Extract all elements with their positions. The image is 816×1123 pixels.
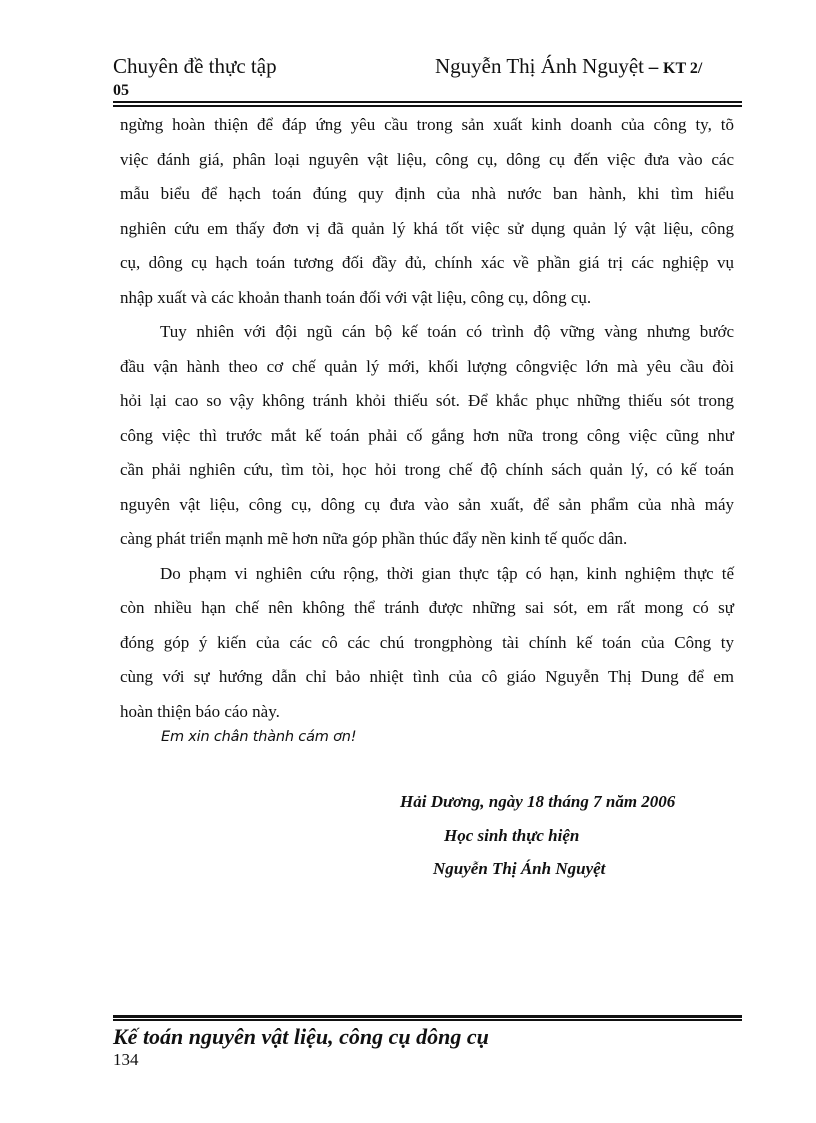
paragraph-line: mẫu biểu để hạch toán đúng quy định của nhà nước ban hành, khi tìm hiểu bbox=[120, 184, 734, 203]
paragraph-line: cần phải nghiên cứu, tìm tòi, học hỏi trong chế độ chính sách quản lý, có kế toán bbox=[120, 460, 734, 479]
header-divider bbox=[113, 101, 742, 107]
paragraph-line: đầu vận hành theo cơ chế quản lý mới, khối lượng côngviệc lớn mà yêu cầu đòi bbox=[120, 356, 734, 376]
paragraph-line: nguyên vật liệu, công cụ, dông cụ đưa vào sản xuất, để sản phẩm của nhà máy bbox=[120, 494, 734, 514]
author-header bbox=[435, 54, 702, 79]
closing-thanks: Em xin chân thành cám ơn! bbox=[161, 729, 357, 745]
paragraph-3 bbox=[120, 557, 734, 730]
header-dash: – bbox=[644, 57, 664, 78]
paragraph-line: hoàn thiện báo cáo này. bbox=[120, 701, 280, 721]
paragraph-line: cùng với sự hướng dẫn chỉ bảo nhiệt tình của cô giáo Nguyễn Thị Dung để em bbox=[120, 667, 734, 686]
paragraph-line: Tuy nhiên với đội ngũ cán bộ kế toán có trình độ vững vàng nhưng bước bbox=[160, 322, 734, 341]
class-code-continuation: 05 bbox=[113, 82, 129, 99]
report-type-label: Chuyên đề thực tập bbox=[113, 54, 277, 78]
paragraph-line: cụ, dông cụ hạch toán tương đối đầy đủ, chính xác về phần giá trị các nghiệp vụ bbox=[120, 253, 734, 272]
signature-place-date: Hải Dương, ngày 18 tháng 7 năm 2006 bbox=[400, 792, 676, 811]
paragraph-2 bbox=[120, 315, 734, 557]
paragraph-line: còn nhiều hạn chế nên không thể tránh được những sai sót, em rất mong có sự bbox=[120, 598, 734, 617]
document-body bbox=[120, 108, 734, 729]
paragraph-line: nghiên cứu em thấy đơn vị đã quản lý khá tốt việc sử dụng quản lý vật liệu, công bbox=[120, 218, 734, 238]
author-name: Nguyễn Thị Ánh Nguyệt bbox=[435, 54, 645, 78]
class-code: KT 2/ bbox=[663, 60, 703, 77]
paragraph-line: việc đánh giá, phân loại nguyên vật liệu, công cụ, dông cụ đến việc đưa vào các bbox=[120, 149, 734, 169]
footer-title: Kế toán nguyên vật liệu, công cụ dông cụ bbox=[113, 1024, 489, 1049]
signature-role: Học sinh thực hiện bbox=[444, 826, 580, 845]
paragraph-line: hỏi lại cao so vậy không tránh khỏi thiếu sót. Để khắc phục những thiếu sót trong bbox=[120, 391, 734, 410]
paragraph-line: Do phạm vi nghiên cứu rộng, thời gian thực tập có hạn, kinh nghiệm thực tế bbox=[160, 563, 734, 583]
signature-name: Nguyễn Thị Ánh Nguyệt bbox=[433, 859, 606, 878]
paragraph-line: công việc thì trước mắt kế toán phải cố gắng hơn nữa trong công việc cũng như bbox=[120, 425, 734, 445]
paragraph-line: càng phát triển mạnh mẽ hơn nữa góp phần thúc đẩy nền kinh tế quốc dân. bbox=[120, 529, 628, 548]
paragraph-line: nhập xuất và các khoản thanh toán đối với vật liệu, công cụ, dông cụ. bbox=[120, 287, 592, 307]
paragraph-line: ngừng hoàn thiện để đáp ứng yêu cầu trong sản xuất kinh doanh của công ty, tõ bbox=[120, 115, 734, 134]
paragraph-line: đóng góp ý kiến của các cô các chú trongphòng tài chính kế toán của Công ty bbox=[120, 632, 734, 652]
page-header bbox=[113, 54, 742, 104]
paragraph-1 bbox=[120, 108, 734, 315]
footer-divider bbox=[113, 1015, 742, 1021]
page-number: 134 bbox=[113, 1050, 139, 1069]
